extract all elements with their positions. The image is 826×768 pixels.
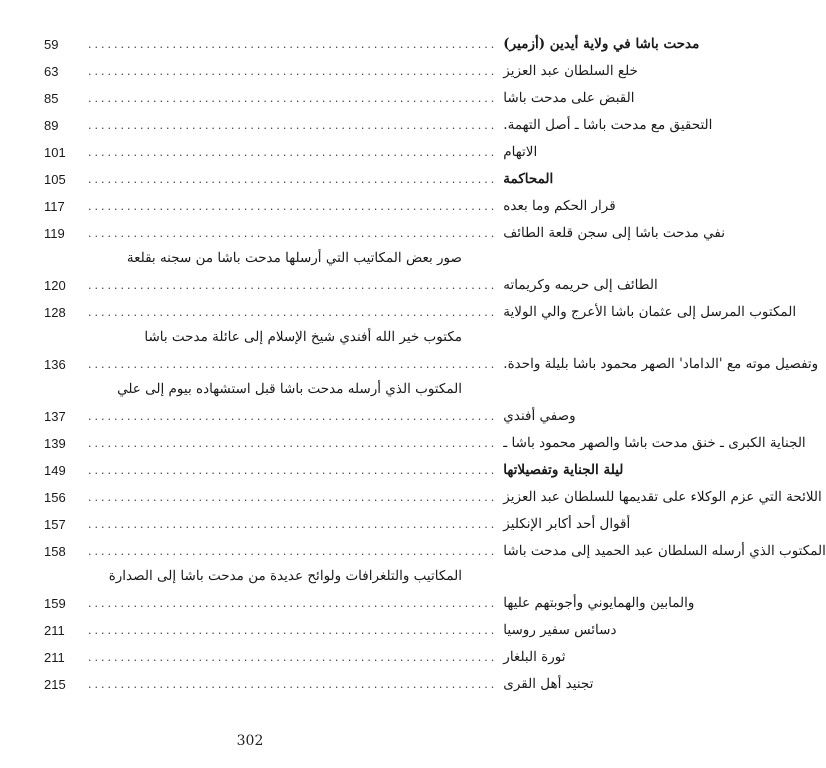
toc-entry-multiline [44, 325, 819, 377]
toc-entry [44, 84, 635, 111]
toc-entry [44, 298, 797, 325]
toc-entry [44, 57, 638, 84]
toc-page-number: 120 [44, 278, 66, 293]
toc-leader-dots: ............................................................... [88, 518, 498, 531]
toc-page-number: 149 [44, 463, 66, 478]
toc-entry-title: الجناية الكبرى ـ خنق مدحت باشا والصهر محمود باشا ـ [503, 435, 806, 451]
toc-page-number: 156 [44, 490, 66, 505]
toc-leader-dots: ............................................................... [88, 437, 498, 450]
toc-leader-dots: ............................................................... [88, 200, 498, 213]
toc-entry-title-line: مكتوب خير الله أفندي شيخ الإسلام إلى عائلة مدحت باشا [144, 329, 462, 345]
toc-entry [44, 111, 713, 138]
toc-entry [44, 138, 538, 165]
toc-entry [44, 537, 826, 564]
toc-entry-title: ليلة الجناية وتفصيلاتها [503, 462, 624, 478]
toc-entry-title: اللائحة التي عزم الوكلاء على تقديمها للسلطان عبد العزيز [503, 489, 822, 505]
toc-leader-dots: ............................................................... [88, 651, 498, 664]
toc-leader-dots: ............................................................... [88, 545, 498, 558]
toc-entry [44, 429, 806, 456]
toc-entry-title: التحقيق مع مدحت باشا ـ أصل التهمة. [503, 117, 713, 133]
toc-page-number: 139 [44, 436, 66, 451]
toc-page-number: 159 [44, 596, 66, 611]
toc-entry-title: نفي مدحت باشا إلى سجن قلعة الطائف [503, 225, 725, 241]
toc-leader-dots: ............................................................... [88, 279, 498, 292]
toc-entry-title-line: صور بعض المكاتيب التي أرسلها مدحت باشا من سجنه بقلعة [126, 250, 462, 266]
toc-page-number: 136 [44, 357, 66, 372]
toc-leader-dots: ............................................................... [88, 624, 498, 637]
toc-entry-title: وصفي أفندي [503, 408, 576, 424]
toc-page-number: 128 [44, 305, 66, 320]
toc-entry-title: والمابين والهمايوني وأجوبتهم عليها [503, 595, 695, 611]
toc-page-number: 85 [44, 91, 59, 106]
toc-page-number: 101 [44, 145, 66, 160]
toc-leader-dots: ............................................................... [88, 358, 498, 371]
toc-entry [44, 456, 624, 483]
toc-entry [44, 192, 616, 219]
toc-entry-title: وتفصيل موته مع 'الداماد' الصهر محمود باشا بليلة واحدة. [503, 356, 819, 372]
toc-leader-dots: ............................................................... [88, 65, 498, 78]
toc-page-number: 89 [44, 118, 59, 133]
toc-entry-title-line: المكتوب الذي أرسله مدحت باشا قبل استشهاده بيوم إلى علي [117, 381, 462, 397]
toc-leader-dots: ............................................................... [88, 410, 498, 423]
toc-leader-dots: ............................................................... [88, 227, 498, 240]
toc-page-number: 211 [44, 650, 65, 665]
toc-entry-title: الاتهام [503, 144, 538, 160]
toc-entry-title: خلع السلطان عبد العزيز [503, 63, 638, 79]
toc-entry-title: مدحت باشا في ولاية أيدين (أزمير) [503, 36, 700, 52]
toc-entry [44, 643, 566, 670]
toc-entry-title: ثورة البلغار [503, 649, 566, 665]
toc-page-number: 211 [44, 623, 65, 638]
toc-entry [44, 30, 700, 57]
toc-page-number: 137 [44, 409, 66, 424]
toc-leader-dots: ............................................................... [88, 491, 498, 504]
toc-entry-multiline [44, 377, 576, 429]
toc-leader-dots: ............................................................... [88, 92, 498, 105]
toc-leader-dots: ............................................................... [88, 678, 498, 691]
toc-entry-title: دسائس سفير روسيا [503, 622, 617, 638]
toc-entry-title: تجنيد أهل القرى [503, 676, 594, 692]
toc-leader-dots: ............................................................... [88, 119, 498, 132]
toc-leader-dots: ............................................................... [88, 173, 498, 186]
toc-entry-title-line: المكاتيب والتلغرافات ولوائح عديدة من مدحت باشا إلى الصدارة [108, 568, 462, 584]
toc-entry-title: القبض على مدحت باشا [503, 90, 635, 106]
toc-leader-dots: ............................................................... [88, 597, 498, 610]
toc-entry-title: المحاكمة [503, 171, 554, 187]
page-number: 302 [236, 733, 264, 749]
toc-leader-dots: ............................................................... [88, 38, 498, 51]
toc-entry [44, 670, 594, 697]
toc-entry-multiline [44, 564, 695, 616]
toc-leader-dots: ............................................................... [88, 306, 498, 319]
toc-leader-dots: ............................................................... [88, 464, 498, 477]
toc-page-number: 105 [44, 172, 66, 187]
toc-entry-title: المكتوب الذي أرسله السلطان عبد الحميد إلى مدحت باشا [503, 543, 826, 559]
toc-page-number: 63 [44, 64, 59, 79]
toc-entry [44, 616, 617, 643]
toc-entry-title: الطائف إلى حريمه وكريماته [503, 277, 658, 293]
toc-entry-title: المكتوب المرسل إلى عثمان باشا الأعرج والي الولاية [503, 304, 797, 320]
toc-entry [44, 510, 631, 537]
toc-page-number: 59 [44, 37, 59, 52]
toc-page-number: 119 [44, 226, 65, 241]
toc-page-number: 117 [44, 199, 65, 214]
toc-entry-title: أقوال أحد أكابر الإنكليز [503, 516, 631, 532]
toc-page-number: 215 [44, 677, 66, 692]
toc-entry-multiline [44, 246, 658, 298]
toc-page-number: 157 [44, 517, 66, 532]
toc-leader-dots: ............................................................... [88, 146, 498, 159]
table-of-contents [44, 30, 826, 697]
toc-page-number: 158 [44, 544, 66, 559]
toc-entry [44, 219, 725, 246]
toc-entry-title: قرار الحكم وما بعده [503, 198, 616, 214]
toc-entry [44, 483, 822, 510]
toc-entry [44, 165, 554, 192]
